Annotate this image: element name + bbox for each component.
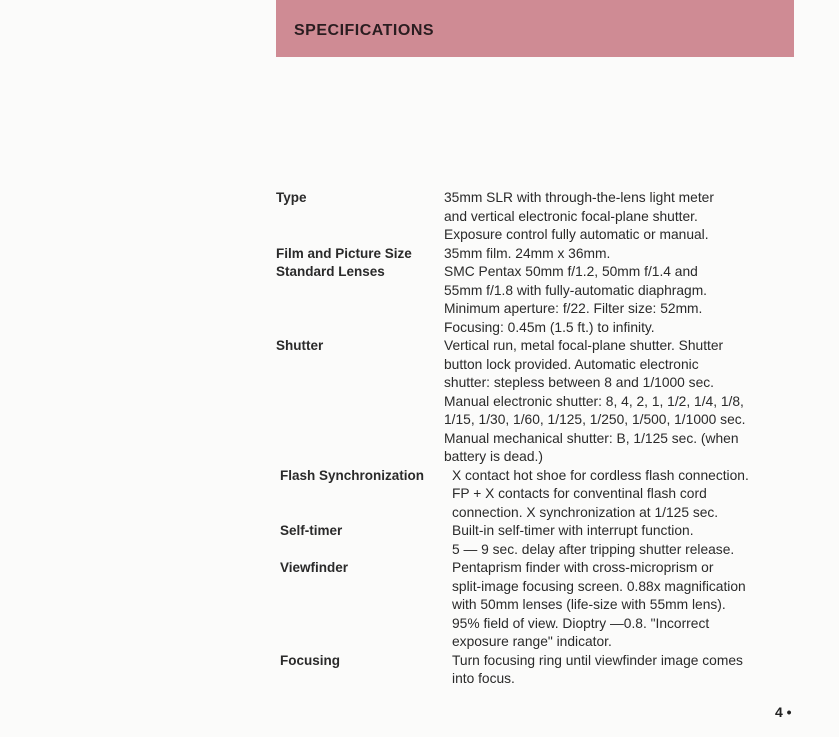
spec-line: Focusing: 0.45m (1.5 ft.) to infinity.: [444, 319, 655, 335]
spec-line: into focus.: [452, 671, 515, 686]
spec-line: 55mm f/1.8 with fully-automatic diaphragm.: [444, 282, 708, 298]
spec-row-type: [276, 189, 806, 245]
spec-term: Film and Picture Size: [276, 245, 412, 261]
spec-term: Focusing: [280, 652, 340, 668]
spec-description: [444, 189, 714, 245]
spec-line: 35mm film. 24mm x 36mm.: [444, 245, 611, 261]
spec-line: Manual electronic shutter: 8, 4, 2, 1, 1/2, 1/4, 1/8,: [444, 393, 744, 409]
page-number: [775, 704, 792, 720]
spec-description: [444, 337, 745, 467]
spec-line: connection. X synchronization at 1/125 sec.: [452, 504, 719, 520]
spec-description: [448, 652, 743, 689]
spec-term: Self-timer: [280, 523, 343, 538]
spec-line: 35mm SLR with through-the-lens light meter: [444, 190, 714, 205]
spec-line: SMC Pentax 50mm f/1.2, 50mm f/1.4 and: [444, 264, 698, 279]
spec-line: FP + X contacts for conventinal flash cord: [452, 486, 707, 501]
spec-row-flash-sync: [276, 467, 806, 523]
spec-line: 95% field of view. Dioptry —0.8. "Incorrect: [452, 615, 710, 631]
spec-term: Flash Synchronization: [280, 467, 425, 483]
page-number-value: 4: [775, 704, 783, 720]
spec-line: Vertical run, metal focal-plane shutter. Shutter: [444, 338, 724, 353]
spec-term: Viewfinder: [280, 560, 349, 575]
spec-description: [448, 467, 749, 523]
spec-line: battery is dead.): [444, 449, 543, 464]
spec-line: Built-in self-timer with interrupt function.: [452, 523, 694, 538]
bullet-icon: •: [782, 704, 792, 720]
spec-row-self-timer: [276, 522, 806, 559]
spec-line: Exposure control fully automatic or manual.: [444, 227, 709, 242]
spec-row-standard-lenses: [276, 263, 806, 337]
spec-line: exposure range" indicator.: [452, 634, 612, 649]
page-title: SPECIFICATIONS: [294, 22, 435, 39]
spec-line: shutter: stepless between 8 and 1/1000 sec.: [444, 375, 714, 390]
spec-line: Manual mechanical shutter: B, 1/125 sec. (when: [444, 430, 739, 446]
spec-description: [444, 245, 610, 264]
spec-term: Type: [276, 190, 307, 205]
spec-line: button lock provided. Automatic electronic: [444, 356, 699, 372]
header-band: [276, 0, 794, 57]
spec-description: [448, 522, 734, 559]
spec-line: with 50mm lenses (life-size with 55mm lens).: [452, 597, 726, 612]
spec-term: Shutter: [276, 338, 324, 353]
spec-line: split-image focusing screen. 0.88x magnification: [452, 578, 746, 594]
spec-row-shutter: [276, 337, 806, 467]
spec-row-viewfinder: [276, 559, 806, 652]
spec-row-focusing: [276, 652, 806, 689]
spec-description: [448, 559, 746, 652]
spec-line: X contact hot shoe for cordless flash connection.: [452, 467, 749, 483]
spec-line: 5 — 9 sec. delay after tripping shutter release.: [452, 541, 735, 557]
spec-line: Pentaprism finder with cross-microprism or: [452, 560, 714, 575]
spec-description: [444, 263, 707, 337]
specifications-list: [276, 189, 806, 689]
spec-row-film-size: [276, 245, 806, 264]
spec-line: Minimum aperture: f/22. Filter size: 52mm.: [444, 301, 703, 316]
spec-term: Standard Lenses: [276, 264, 385, 279]
spec-line: 1/15, 1/30, 1/60, 1/125, 1/250, 1/500, 1/1000 sec.: [444, 412, 746, 427]
spec-line: and vertical electronic focal-plane shutter.: [444, 208, 698, 224]
spec-line: Turn focusing ring until viewfinder image comes: [452, 652, 743, 668]
